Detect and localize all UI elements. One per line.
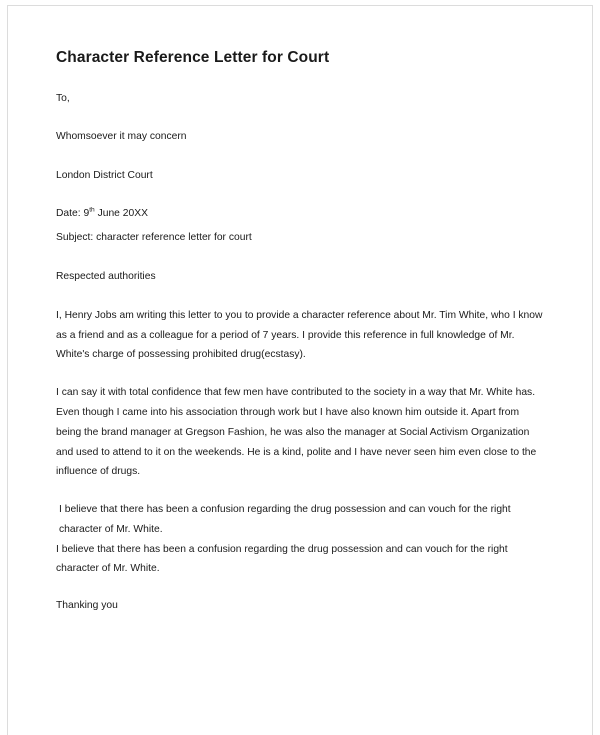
date-line	[56, 206, 552, 220]
date-prefix: Date: 9	[56, 208, 90, 220]
salutation-to: To,	[56, 93, 70, 105]
body-paragraph-4: I believe that there has been a confusion regarding the drug possession and can vouch for the right character of Mr. White.	[56, 543, 508, 575]
date-rest: June 20XX	[94, 208, 148, 220]
spacer	[56, 282, 552, 306]
court-name: London District Court	[56, 169, 153, 181]
spacer	[56, 104, 552, 132]
spacer	[56, 365, 552, 383]
body-paragraph-3: I believe that there has been a confusion regarding the drug possession and can vouch for the right character of Mr. White.	[59, 504, 511, 535]
body-paragraph-1: I, Henry Jobs am writing this letter to you to provide a character reference about Mr. Tim White, who I know as a friend and as a colleague for a period of 7 years. I provide this reference in full knowledge of Mr. White's charge of possessing prohibited drug(ecstasy).	[56, 309, 543, 361]
spacer	[56, 482, 552, 500]
spacer	[56, 579, 552, 601]
subject-line: Subject: character reference letter for court	[56, 232, 252, 244]
document-page	[7, 5, 593, 735]
spacer	[56, 181, 552, 209]
page-title: Character Reference Letter for Court	[56, 49, 330, 66]
closing-line: Thanking you	[56, 600, 118, 612]
recipient-line: Whomsoever it may concern	[56, 131, 187, 143]
letter-body	[8, 6, 592, 611]
greeting-line: Respected authorities	[56, 270, 156, 282]
body-paragraph-2: I can say it with total confidence that few men have contributed to the society in a way that Mr. White has. Even though I came into his association through work but I have also known him outside it. Apart from being the brand manager at Gregson Fashion, he was also the manager at Social Activism Organization and used to attend to it on the weekends. He is a kind, polite and I have never seen him even close to the influence of drugs.	[56, 387, 537, 478]
spacer	[56, 244, 552, 272]
date-ordinal-suffix: th	[89, 206, 95, 214]
spacer	[56, 219, 552, 233]
spacer	[56, 143, 552, 171]
